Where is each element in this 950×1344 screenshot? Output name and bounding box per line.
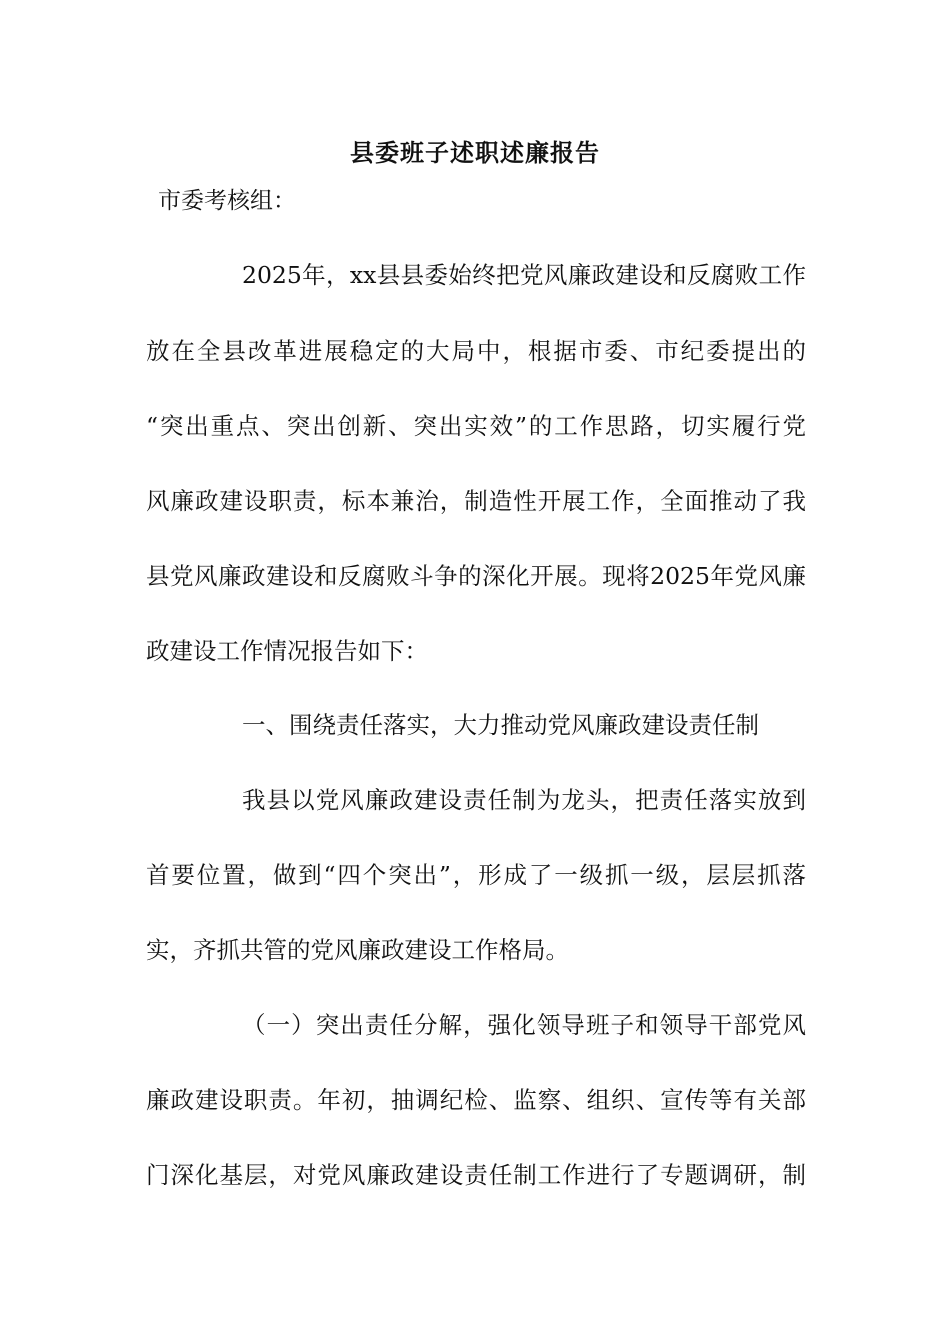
paragraph-line: 首要位置，做到“四个突出”，形成了一级抓一级，层层抓落 [146,861,806,889]
paragraph-line: 放在全县改革进展稳定的大局中，根据市委、市纪委提出的 [146,337,806,365]
paragraph-line: 门深化基层，对党风廉政建设责任制工作进行了专题调研，制 [146,1161,806,1189]
paragraph-line: 2025年，xx县县委始终把党风廉政建设和反腐败工作 [242,261,806,289]
salutation: 市委考核组： [158,188,296,214]
paragraph-line: 政建设工作情况报告如下： [146,637,428,665]
paragraph-line: “突出重点、突出创新、突出实效”的工作思路，切实履行党 [146,412,806,440]
paragraph-line: 风廉政建设职责，标本兼治，制造性开展工作，全面推动了我 [146,487,806,515]
paragraph-line: （一）突出责任分解，强化领导班子和领导干部党风 [242,1011,806,1039]
document-title: 县委班子述职述廉报告 [350,138,600,167]
paragraph-line: 县党风廉政建设和反腐败斗争的深化开展。现将2025年党风廉 [146,562,806,590]
paragraph-line: 实，齐抓共管的党风廉政建设工作格局。 [146,936,569,964]
paragraph-line: 廉政建设职责。年初，抽调纪检、监察、组织、宣传等有关部 [146,1086,806,1114]
paragraph-line: 我县以党风廉政建设责任制为龙头，把责任落实放到 [242,786,806,814]
section-heading: 一、围绕责任落实，大力推动党风廉政建设责任制 [242,711,759,739]
